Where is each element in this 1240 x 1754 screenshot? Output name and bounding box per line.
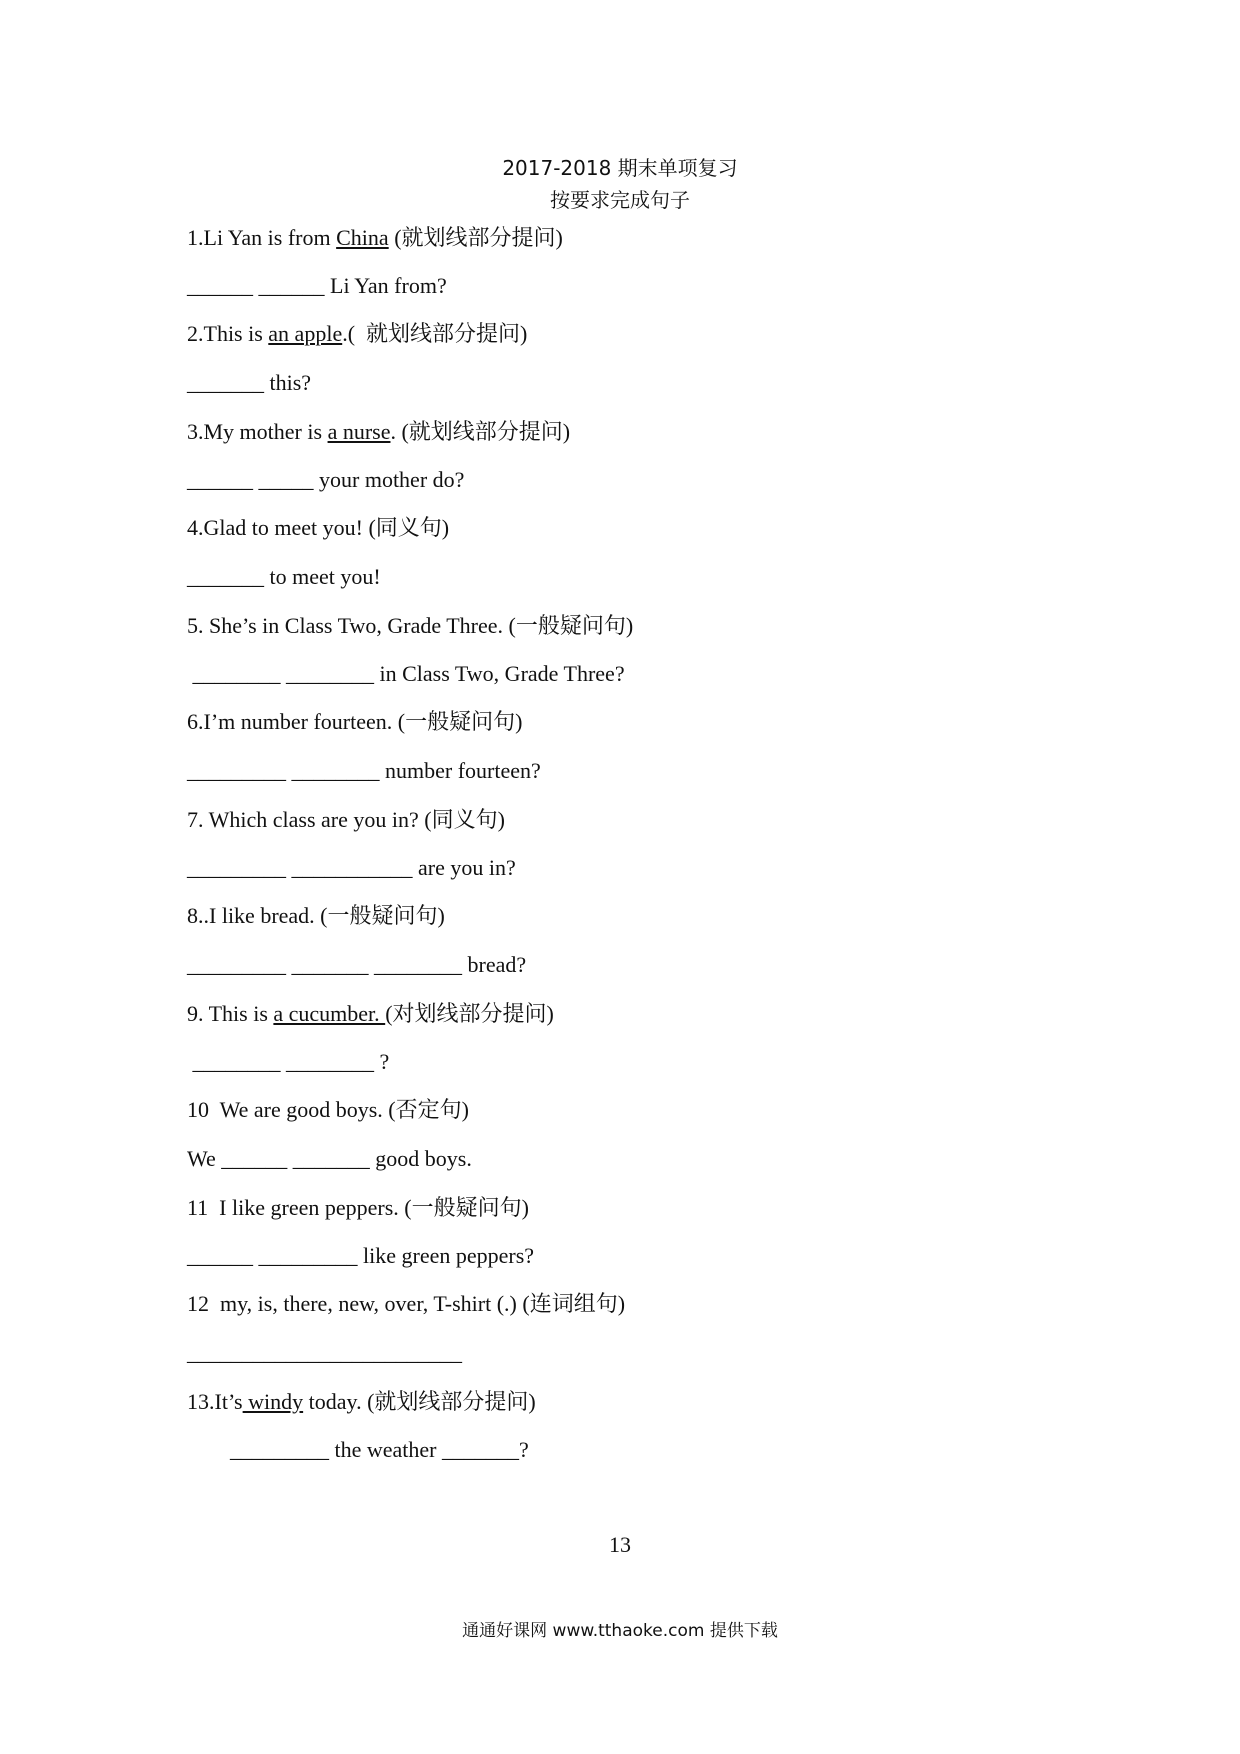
answer-13: _________ the weather _______? (230, 1437, 529, 1462)
answer-9: ________ ________ ? (187, 1049, 390, 1074)
question-5: 5. She’s in Class Two, Grade Three. (一般疑问句) (187, 613, 634, 638)
answer-7: _________ ___________ are you in? (187, 855, 516, 880)
question-8: 8..I like bread. (一般疑问句) (187, 903, 445, 928)
answer-2: _______ this? (187, 370, 312, 395)
answer-4: _______ to meet you! (187, 564, 381, 589)
question-9: 9. This is a cucumber. (对划线部分提问) (187, 1001, 554, 1026)
footer-text: 通通好课网 www.tthaoke.com 提供下载 (462, 1621, 778, 1641)
page-subtitle: 按要求完成句子 (550, 188, 690, 212)
answer-11: ______ _________ like green peppers? (187, 1243, 535, 1268)
question-6: 6.I’m number fourteen. (一般疑问句) (187, 709, 523, 734)
question-13: 13.It’s windy today. (就划线部分提问) (187, 1389, 536, 1414)
question-12: 12 my, is, there, new, over, T-shirt (.) (连词组句) (187, 1291, 626, 1316)
question-1: 1.Li Yan is from China (就划线部分提问) (187, 225, 563, 250)
answer-3: ______ _____ your mother do? (187, 467, 465, 492)
question-10: 10 We are good boys. (否定句) (187, 1097, 469, 1122)
question-2: 2.This is an apple.( 就划线部分提问) (187, 321, 528, 346)
page-title: 2017-2018 期末单项复习 (502, 156, 738, 180)
answer-10: We ______ _______ good boys. (187, 1146, 472, 1171)
answer-6: _________ ________ number fourteen? (187, 758, 541, 783)
question-11: 11 I like green peppers. (一般疑问句) (187, 1195, 529, 1220)
answer-1: ______ ______ Li Yan from? (187, 273, 447, 298)
question-7: 7. Which class are you in? (同义句) (187, 807, 505, 832)
question-4: 4.Glad to meet you! (同义句) (187, 515, 450, 540)
answer-12: _________________________ (187, 1340, 462, 1365)
question-3: 3.My mother is a nurse. (就划线部分提问) (187, 419, 571, 444)
page-number: 13 (609, 1532, 631, 1557)
answer-8: _________ _______ ________ bread? (187, 952, 527, 977)
answer-5: ________ ________ in Class Two, Grade Three? (187, 661, 625, 686)
